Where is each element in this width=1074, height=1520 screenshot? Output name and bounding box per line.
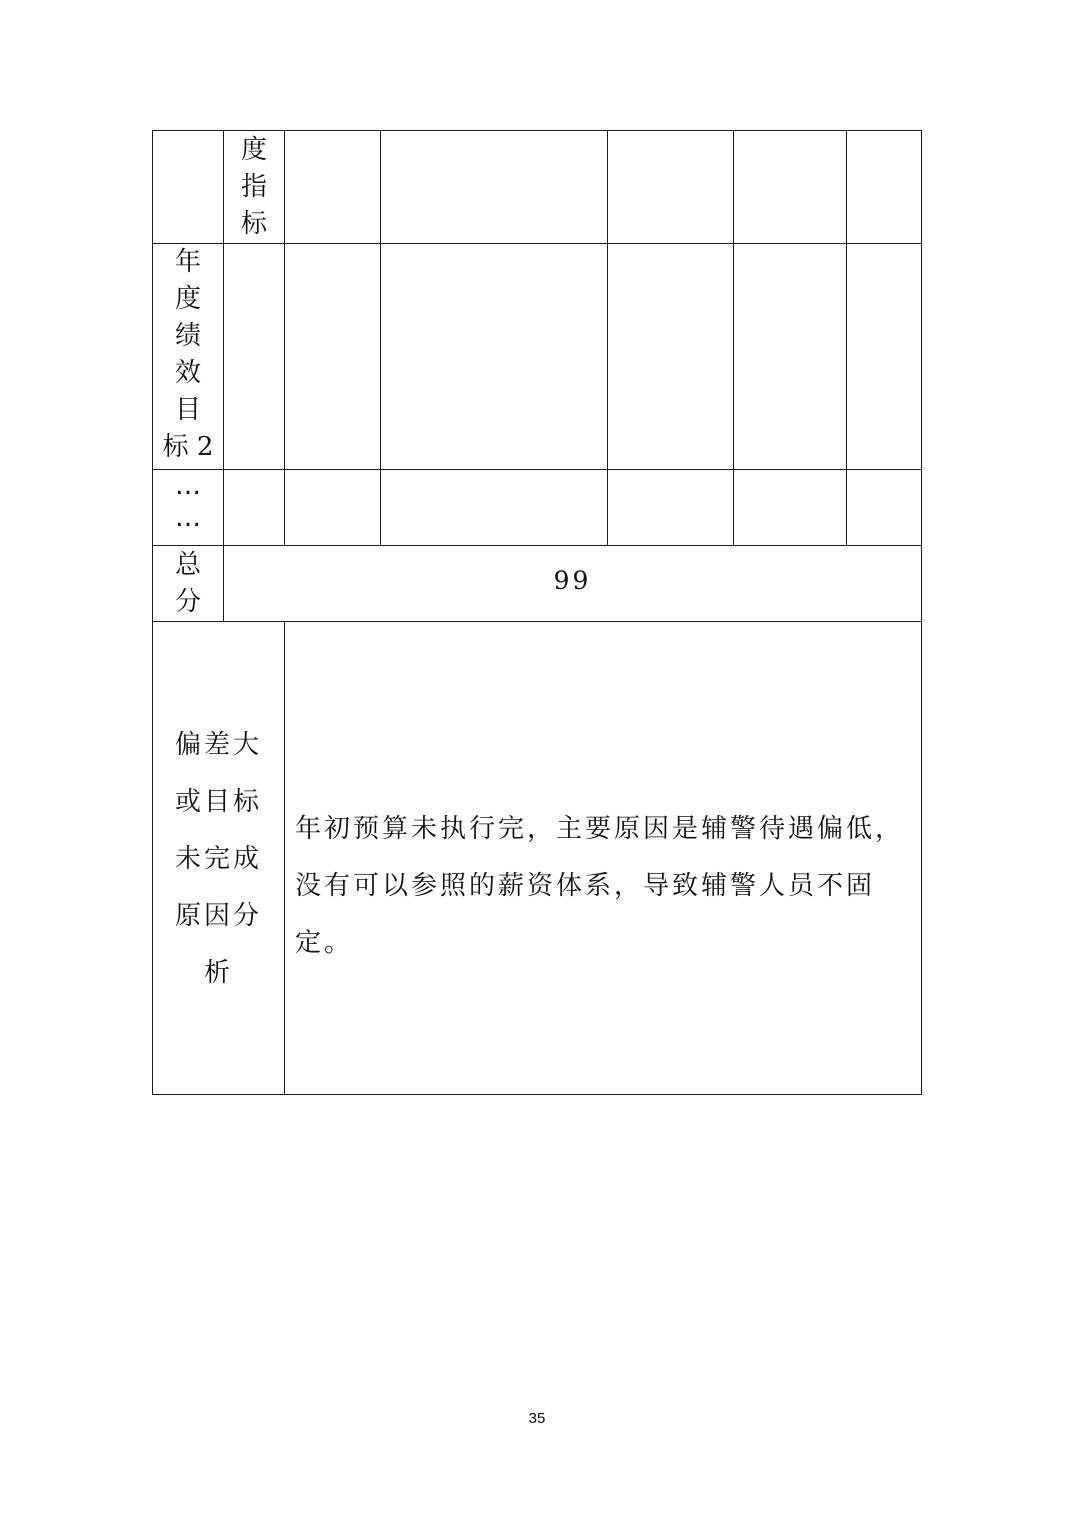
table-border-right bbox=[921, 130, 922, 1095]
row-divider bbox=[152, 545, 922, 546]
row-divider bbox=[152, 243, 922, 244]
deviation-reason-label: 偏差大 或目标 未完成 原因分 析 bbox=[174, 730, 262, 988]
column-divider bbox=[284, 130, 285, 545]
page-number: 35 bbox=[528, 1410, 546, 1427]
table-border-top bbox=[152, 130, 922, 131]
ellipsis-row-label: … … bbox=[175, 471, 201, 533]
indicator-label-continuation: 度 指 标 bbox=[240, 135, 267, 239]
total-score-label: 总 分 bbox=[174, 550, 201, 617]
column-divider bbox=[846, 130, 847, 545]
column-divider bbox=[380, 130, 381, 545]
total-score-value: 99 bbox=[553, 566, 592, 595]
row-divider bbox=[152, 621, 922, 622]
deviation-reason-text: 年初预算未执行完，主要原因是辅警待遇偏低， 没有可以参照的薪资体系，导致辅警人员不固定。 bbox=[295, 814, 905, 958]
table-border-bottom bbox=[152, 1094, 922, 1095]
annual-target-2-label: 年 度 绩 效 目 标 2 bbox=[162, 247, 214, 462]
row-divider bbox=[152, 469, 922, 470]
column-divider bbox=[607, 130, 608, 545]
column-divider bbox=[733, 130, 734, 545]
column-divider bbox=[284, 621, 285, 1094]
